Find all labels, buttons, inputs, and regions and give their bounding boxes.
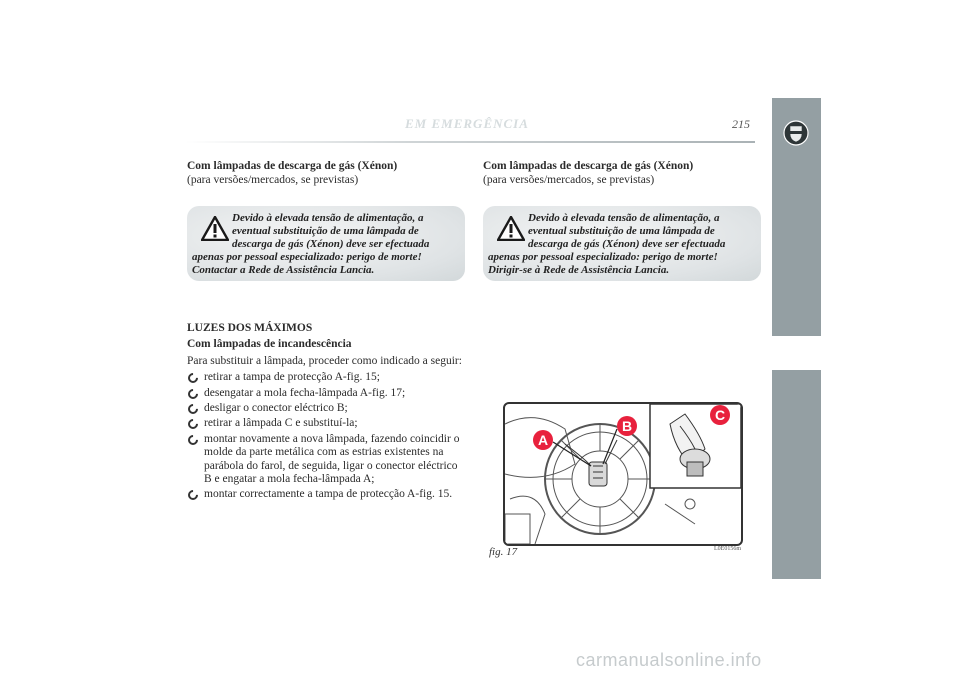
right-heading: Com lâmpadas de descarga de gás (Xénon) xyxy=(483,160,694,172)
label-a: A xyxy=(538,432,549,448)
figure-code: L0E0156m xyxy=(714,546,741,552)
left-subheading: (para versões/mercados, se previstas) xyxy=(187,173,359,186)
right-column xyxy=(483,160,763,281)
left-warning-text-rest: apenas por pessoal especializado: perigo de morte! Contactar a Rede de Assistência Lancia. xyxy=(192,251,422,276)
list-item: retirar a lâmpada C e substituí-la; xyxy=(187,417,467,430)
left-warning-text-first: Devido à elevada tensão de alimentação, a eventual substituição de uma lâmpada de descarga de gás (Xénon) deve ser efectuada xyxy=(232,212,430,250)
page-number: 215 xyxy=(732,117,750,131)
chapter-number: 4 xyxy=(791,338,802,363)
intro-paragraph: Para substituir a lâmpada, proceder como indicado a seguir: xyxy=(187,354,462,367)
watermark: carmanualsonline.info xyxy=(576,650,762,670)
label-b: B xyxy=(622,418,633,434)
left-warning-text xyxy=(192,212,459,277)
right-warning-text-rest: apenas por pessoal especializado: perigo de morte! Dirigir-se à Rede de Assistência Lancia. xyxy=(488,251,718,276)
list-item: desligar o conector eléctrico B; xyxy=(187,402,467,415)
label-c: C xyxy=(715,407,726,423)
section-heading: LUZES DOS MÁXIMOS xyxy=(187,322,313,334)
left-warning-box xyxy=(187,206,465,281)
left-column xyxy=(187,160,467,281)
headlamp-figure xyxy=(503,402,743,546)
figure-caption: fig. 17 xyxy=(489,546,518,558)
right-warning-text-first: Devido à elevada tensão de alimentação, a eventual substituição de uma lâmpada de descarga de gás (Xénon) deve ser efectuada xyxy=(528,212,726,250)
list-item: montar correctamente a tampa de protecção A-fig. 15. xyxy=(187,488,467,501)
section-subheading: Com lâmpadas de incandescência xyxy=(187,338,352,351)
list-item: desengatar a mola fecha-lâmpada A-fig. 17; xyxy=(187,387,467,400)
left-heading: Com lâmpadas de descarga de gás (Xénon) xyxy=(187,160,398,172)
list-item: montar novamente a nova lâmpada, fazendo coincidir o molde da parte metálica com as estrias existentes na parábola do farol, de seguida, ligar o conector eléctrico B e engatar a mola fecha-lâmpada A; xyxy=(187,433,467,487)
header-rule xyxy=(185,141,755,143)
left-body xyxy=(187,322,467,504)
right-warning-box xyxy=(483,206,761,281)
right-warning-text xyxy=(488,212,755,277)
right-subheading: (para versões/mercados, se previstas) xyxy=(483,173,655,186)
headlamp-illustration xyxy=(505,404,741,544)
list-item: retirar a tampa de protecção A-fig. 15; xyxy=(187,371,467,384)
section-title: EM EMERGÊNCIA xyxy=(405,116,529,131)
lancia-shield-logo-icon xyxy=(783,120,809,146)
